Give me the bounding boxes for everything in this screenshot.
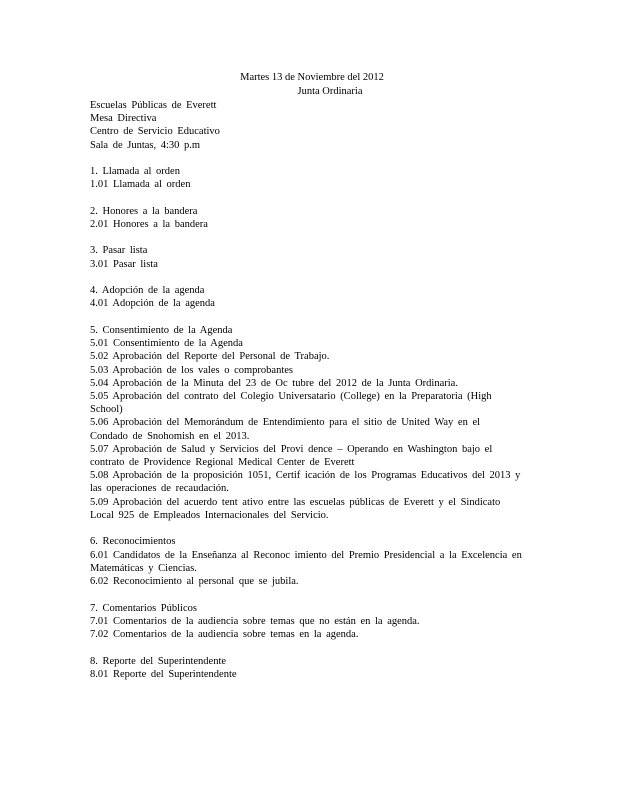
section-title: 1. Llamada al orden [90,165,180,177]
section-title: 2. Honores a la bandera [90,205,198,217]
agenda-content [90,99,522,694]
agenda-item: 5.05 Aprobación del contrato del Colegio Universatario (College) en la Preparatoria (High School) [90,391,492,416]
document-header [0,71,618,99]
org-line-board: Mesa Directiva [90,113,157,125]
section-title: 5. Consentimiento de la Agenda [90,325,233,336]
agenda-item: 6.02 Reconocimiento al personal que se jubila. [90,576,299,588]
org-line-center: Centro de Servicio Educativo [90,126,220,138]
agenda-item: 7.02 Comentarios de la audiencia sobre temas en la agenda. [90,629,359,641]
meeting-type: Junta Ordinaria [297,86,363,97]
section-title: 4. Adopción de la agenda [90,285,205,297]
section-title: 6. Reconocimientos [90,536,176,548]
agenda-section-1 [90,165,522,191]
agenda-item: 2.01 Honores a la bandera [90,218,208,230]
agenda-section-7 [90,602,522,642]
agenda-section-4 [90,284,522,310]
agenda-section-6 [90,535,522,588]
agenda-item: 6.01 Candidatos de la Enseñanza al Reconoc imiento del Premio Presidencial a la Excelencia en Matemáticas y Ciencias. [90,549,522,574]
agenda-section-3 [90,244,522,270]
meeting-date: Martes 13 de Noviembre del 2012 [240,72,384,83]
agenda-item: 5.07 Aprobación de Salud y Servicios del Provi dence – Operando en Washington bajo el contrato de Providence Regional Medical Center de Everett [90,443,493,469]
agenda-item: 5.09 Aprobación del acuerdo tent ativo entre las escuelas públicas de Everett y el Sindicato Local 925 de Empleados Internacionales del Servicio. [90,496,501,521]
section-title: 8. Reporte del Superintendente [90,655,227,667]
agenda-item: 1.01 Llamada al orden [90,179,191,191]
agenda-item: 4.01 Adopción de la agenda [90,298,215,310]
org-line-room-time: Sala de Juntas, 4:30 p.m [90,139,201,151]
agenda-item: 5.06 Aprobación del Memorándum de Entendimiento para el sitio de United Way en el Condado de Snohomish en el 2013. [90,417,481,442]
agenda-item: 3.01 Pasar lista [90,258,158,270]
agenda-item: 5.02 Aprobación del Reporte del Personal de Trabajo. [90,351,330,363]
agenda-item: 8.01 Reporte del Superintendente [90,668,237,680]
organization-block [90,99,522,152]
agenda-section-8 [90,655,522,681]
agenda-item: 5.08 Aprobación de la proposición 1051, Certif icación de los Programas Educativos del 2013 y las operaciones de recaudación. [90,470,521,495]
agenda-section-2 [90,205,522,231]
section-title: 7. Comentarios Públicos [90,602,197,614]
agenda-item: 7.01 Comentarios de la audiencia sobre temas que no están en la agenda. [90,615,420,627]
agenda-item: 5.01 Consentimiento de la Agenda [90,338,243,350]
agenda-item: 5.03 Aprobación de los vales o comprobantes [90,364,293,376]
org-line-district: Escuelas Públicas de Everett [90,100,217,111]
section-title: 3. Pasar lista [90,245,148,257]
agenda-section-5 [90,324,522,522]
agenda-item: 5.04 Aprobación de la Minuta del 23 de Oc tubre del 2012 de la Junta Ordinaria. [90,377,458,389]
